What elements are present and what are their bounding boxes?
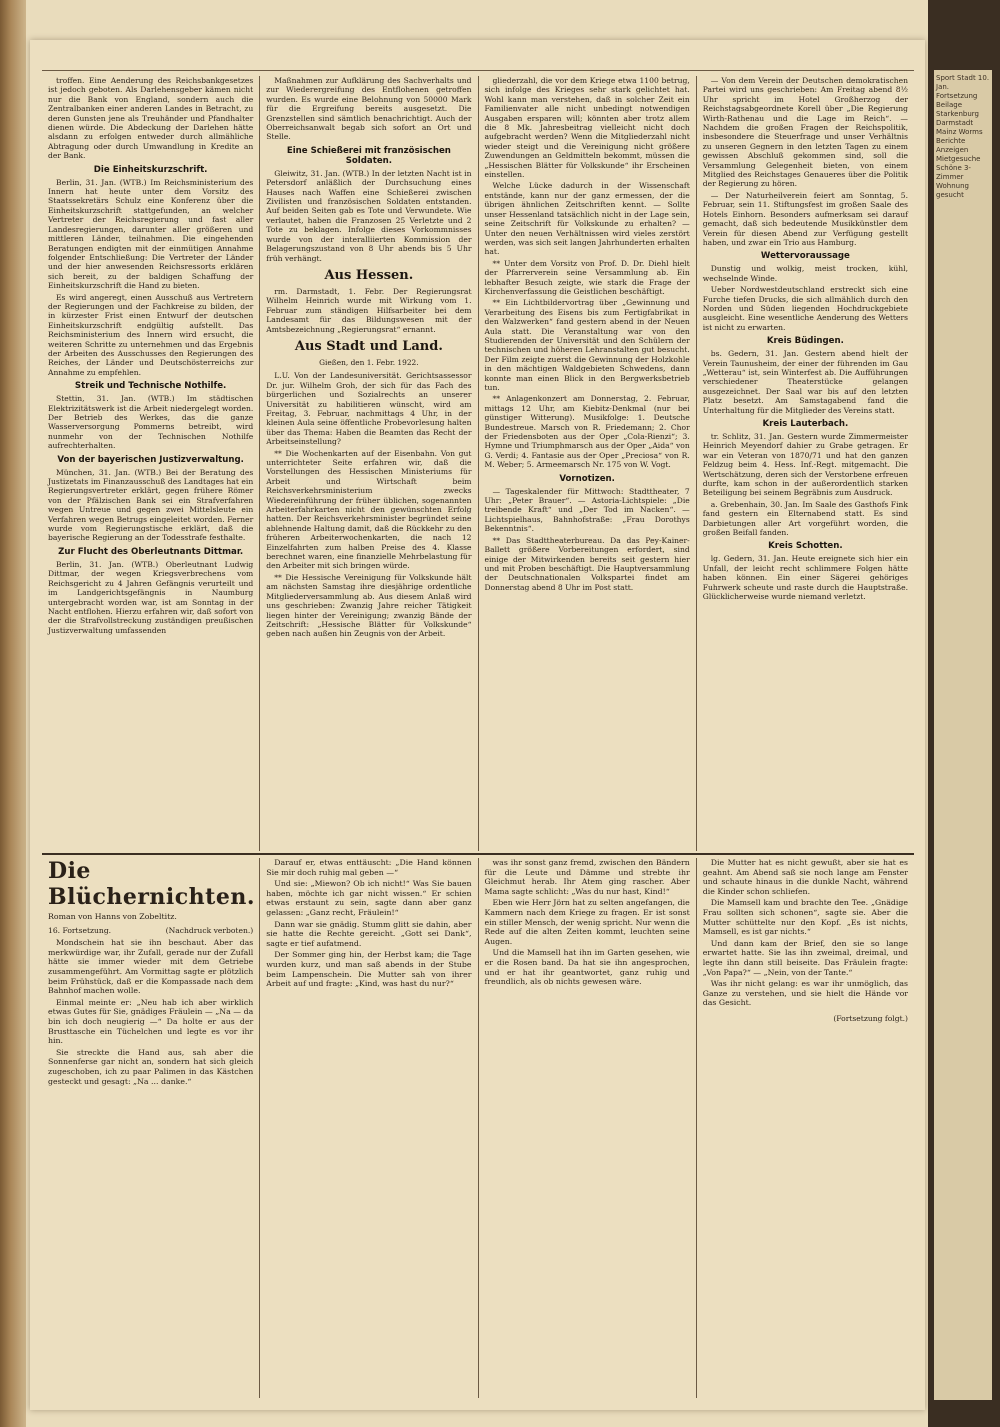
article-paragraph: bs. Gedern, 31. Jan. Gestern abend hielt der Verein Taunusheim, der einer der führenden im Gau „Wetterau“ ist, sein Winterfest ab. Die Aufführungen verschiedener Theaterstücke gelangen ausgezeichnet. Der Saal war bis auf den letzten Platz besetzt. Am Samstagabend fand die Unterhaltung für die Mitglieder des Vereins statt. xyxy=(702,349,908,415)
section-heading: Aus Stadt und Land. xyxy=(294,338,443,354)
serial-paragraph: Mondschein hat sie ihn beschaut. Aber das merkwürdige war, ihr Zufall, gerade nur der Zufall hätte sie immer wieder mit dem Getriebe zusammengeführt. Am Vormittag sagte er plötzlich beim Frühstück, daß er die Kompassade nach dem Bahnhof machen wolle. xyxy=(48,938,254,996)
article-paragraph: — Tageskalender für Mittwoch: Stadttheater, 7 Uhr: „Peter Brauer“. — Astoria-Lichtspiele: „Die treibende Kraft“ und „Der Tod im Nacken“. — Lichtspielhaus, Bahnhofstraße: „Frau Dorothys Bekenntnis“. xyxy=(484,486,690,534)
reprint-notice: (Nachdruck verboten.) xyxy=(165,925,254,935)
serial-part-line xyxy=(48,926,253,936)
serial-paragraph: Dann war sie gnädig. Stumm glitt sie dahin, aber sie hatte die Rechte gereicht. „Gott sei Dank“, sagte er tief aufatmend. xyxy=(266,919,472,948)
serial-paragraph: Und sie: „Miewon? Ob ich nicht!“ Was Sie bauen haben, möchte ich gar nicht wissen.“ Er schien etwas erstaunt zu sein, sagte dann aber ganz gelassen: „Ganz recht, Fräulein!“ xyxy=(266,879,472,917)
article-paragraph: a. Grebenhain, 30. Jan. Im Saale des Gasthofs Fink fand gestern ein Elternabend statt. Es sind Darbietungen aller Art vorgeführt worden, die großen Beifall fanden. xyxy=(702,499,908,538)
article-heading: Kreis Lauterbach. xyxy=(762,419,849,429)
article-paragraph: Ueber Nordwestdeutschland erstreckt sich eine Furche tiefen Drucks, die sich allmählich durch den Norden und Süden liegenden Hochdruckgebiete ausgleicht. Eine wesentliche Aenderung des Wetters ist nicht zu erwarten. xyxy=(702,285,908,332)
article-paragraph: Es wird angeregt, einen Ausschuß aus Vertretern der Regierungen und der Fachkreise zu bilden, der in kürzester Frist einen Entwurf der deutschen Einheitskurzschrift endgültig aufstellt. Das Reichsministerium des Innern wird ersucht, die weiteren Schritte zu unternehmen und das Ergebnis der Arbeiten des Ausschusses den Regierungen des Reiches, der Länder und Deutschösterreichs zur Annahme zu empfehlen. xyxy=(48,292,254,377)
article-paragraph: tr. Schlitz, 31. Jan. Gestern wurde Zimmermeister Heinrich Meyendorf dahier zu Grabe getragen. Er war ein Veteran von 1870/71 und hat den ganzen Feldzug beim 4. Hess. Inf.-Regt. mitgemacht. Die Wertschätzung, deren sich der Verstorbene erfreuen durfte, kam schon in der außerordentlich starken Beteiligung bei seinem Begräbnis zum Ausdruck. xyxy=(702,432,908,498)
serial-paragraph: Die Mutter hat es nicht gewußt, aber sie hat es geahnt. Am Abend saß sie noch lange am Fenster und schaute hinaus in die dunkle Nacht, während die Kinder schon schliefen. xyxy=(702,858,908,896)
serial-paragraph: was ihr sonst ganz fremd, zwischen den Bändern für die Leute und Dämme und strebte ihr Gleichmut herab. Ihr Atem ging rascher. Aber Mama sagte schlicht: „Was du nur hast, Kind!“ xyxy=(484,858,690,896)
section-heading: Aus Hessen. xyxy=(324,267,414,283)
article-paragraph: Berlin, 31. Jan. (WTB.) Oberleutnant Ludwig Dittmar, der wegen Kriegsverbrechens vom Reichsgericht zu 4 Jahren Gefängnis verurteilt und im Landgerichtsgefängnis in Naumburg untergebracht worden war, ist am Sonntag in der Nacht entflohen. Hierzu erfahren wir, daß sofort von der die Strafvollstreckung zuständigen preußischen Justizverwaltung umfassenden xyxy=(48,559,254,635)
article-paragraph: L.U. Von der Landesuniversität. Gerichtsassessor Dr. jur. Wilhelm Groh, der sich für das Fach des bürgerlichen und Sozialrechts an unserer Universität zu habilitieren wünscht, wird am Freitag, 3. Februar, nachmittags 4 Uhr, in der kleinen Aula seine öffentliche Probevorlesung halten über das Thema: Haben die Beamten das Recht der Arbeitseinstellung? xyxy=(266,371,472,447)
serial-paragraph: Und dann kam der Brief, den sie so lange erwartet hatte. Sie las ihn zweimal, dreimal, und legte ihn dann still beiseite. Das Fräulein fragte: „Von Papa?“ — „Nein, von der Tante.“ xyxy=(702,938,908,977)
serial-paragraph: Was ihr nicht gelang: es war ihr unmöglich, das Ganze zu verstehen, und sie hielt die Hände vor das Gesicht. xyxy=(702,979,908,1008)
article-paragraph: Stettin, 31. Jan. (WTB.) Im städtischen Elektrizitätswerk ist die Arbeit niedergelegt worden. Der Betrieb des Werkes, das die ganze Wasserversorgung Pommerns betreibt, wird nunmehr von der Technischen Nothilfe aufrechterhalten. xyxy=(48,394,254,451)
article-paragraph: ** Anlagenkonzert am Donnerstag, 2. Februar, mittags 12 Uhr, am Kiebitz-Denkmal (nur bei günstiger Witterung). Musikfolge: 1. Deutsche Bundestreue. Marsch von R. Friedemann; 2. Chor der Friedensboten aus der Oper „Cola-Rienzi“; 3. Hymne und Triumphmarsch aus der Oper „Aida“ von G. Verdi; 4. Fantasie aus der Oper „Preciosa“ von R. M. Weber; 5. Armeemarsch Nr. 175 von W. Vogt. xyxy=(484,394,690,470)
article-heading: Von der bayerischen Justizverwaltung. xyxy=(57,454,244,465)
article-heading: Eine Schießerei mit französischen Soldaten. xyxy=(286,145,451,166)
adjacent-page-strip: Sport Stadt 10. Jan. Fortsetzung Beilage Starkenburg Darmstadt Mainz Worms Berichte Anzeigen Mietgesuche Schöne 3-Zimmer Wohnung gesucht xyxy=(934,70,992,1400)
news-columns xyxy=(42,76,914,851)
article-paragraph: rm. Darmstadt, 1. Febr. Der Regierungsrat Wilhelm Heinrich wurde mit Wirkung vom 1. Februar zum ständigen Hilfsarbeiter bei dem Landesamt für das Bildungswesen mit der Amtsbezeichnung „Regierungsrat“ ernannt. xyxy=(266,286,472,334)
article-heading: Kreis Schotten. xyxy=(768,541,843,552)
newspaper-page xyxy=(30,40,925,1410)
book-binding-edge xyxy=(0,0,26,1427)
article-heading: Wettervoraussage xyxy=(760,251,850,262)
serial-title: Die Blüchernichten. xyxy=(48,858,255,910)
article-paragraph: — Der Naturheilverein feiert am Sonntag, 5. Februar, sein 11. Stiftungsfest im großen Saale des Hotels Einhorn. Besonders aufmerksam sei darauf gemacht, daß sich bedeutende Musikkünstler dem Verein für diesen Abend zur Verfügung gestellt haben, und zwar ein Trio aus Hamburg. xyxy=(702,190,908,247)
column-4 xyxy=(697,76,914,851)
article-paragraph: Maßnahmen zur Aufklärung des Sachverhalts und zur Wiederergreifung des Entflohenen getroffen wurden. Es wurde eine Belohnung von 50000 Mark für die Ergreifung bereits ausgesetzt. Die Grenzstellen sind sämtlich benachrichtigt. Auch der Oberreichsanwalt begab sich sofort an Ort und Stelle. xyxy=(266,76,472,142)
article-heading: Zur Flucht des Oberleutnants Dittmar. xyxy=(58,546,244,557)
article-heading: Die Einheitskurzschrift. xyxy=(93,164,208,175)
column-2 xyxy=(260,76,478,851)
column-1 xyxy=(42,76,260,851)
serial-column-4 xyxy=(697,858,914,1398)
article-paragraph: gliederzahl, die vor dem Kriege etwa 1100 betrug, sich infolge des Krieges sehr stark gelichtet hat. Wohl kann man verstehen, daß in solcher Zeit ein Familienvater alle nicht unbedingt notwendigen Ausgaben ersparen will; könnten aber trotz allem die 8 Mk. Jahresbeitrag vielleicht nicht doch aufgebracht werden? Wenn die Mitgliederzahl nicht wieder steigt und die Vereinigung nicht größere Zuwendungen an Geldmitteln bekommt, müssen die „Hessischen Blätter für Volkskunde“ ihr Erscheinen einstellen. xyxy=(484,76,690,180)
column-3 xyxy=(479,76,697,851)
feuilleton-divider xyxy=(42,853,914,855)
article-paragraph: Gleiwitz, 31. Jan. (WTB.) In der letzten Nacht ist in Petersdorf anläßlich der Durchsuchung eines Hauses nach Waffen eine Schießerei zwischen Zivilisten und französischen Soldaten entstanden. Auf beiden Seiten gab es Tote und Verwundete. Wie verlautet, haben die Franzosen 25 Verletzte und 2 Tote zu beklagen. Infolge dieses Vorkommnisses wurde von der interalliierten Kommission der Belagerungszustand von 8 Uhr abends bis 5 Uhr früh verhängt. xyxy=(266,168,472,263)
serial-paragraph: Die Mamsell kam und brachte den Tee. „Gnädige Frau sollten sich schonen“, sagte sie. Aber die Mutter schüttelte nur den Kopf. „Es ist nichts, Mamsell, es ist gar nichts.“ xyxy=(702,898,908,937)
article-paragraph: Welche Lücke dadurch in der Wissenschaft entstände, kann nur der ganz ermessen, der die übrigen ähnlichen Zeitschriften kennt. — Sollte unser Hessenland tatsächlich nicht in der Lage sein, seine Zeitschrift für Volkskunde zu erhalten? — Unter den neuen Verhältnissen wird vieles zerstört werden, was sich seit langen Jahrhunderten erhalten hat. xyxy=(484,181,690,257)
serial-paragraph: Eben wie Herr Jörn hat zu selten angefangen, die Kammern nach dem Kriege zu fragen. Er ist sonst ein stiller Mensch, der wenig spricht. Nur wenn die Rede auf die alten Zeiten kommt, leuchten seine Augen. xyxy=(484,898,690,946)
article-paragraph: lg. Gedern, 31. Jan. Heute ereignete sich hier ein Unfall, der leicht recht schlimmere Folgen hätte haben können. Ein einer Sägerei gehöriges Fuhrwerk scheute und raste durch die Hauptstraße. Glücklicherweise wurde niemand verletzt. xyxy=(702,554,908,602)
article-paragraph: ** Ein Lichtbildervortrag über „Gewinnung und Verarbeitung des Eisens bis zum Fertigfabrikat in den Walzwerken“ fand gestern abend in der Neuen Aula statt. Die Veranstaltung war von den Studierenden der Universität und den Schülern der technischen und höheren Lehranstalten gut besucht. Der Film zeigte zuerst die Gewinnung der Holzkohle in den mächtigen Waldgebieten Schwedens, dann konnte man einen Blick in den Bergwerksbetrieb tun. xyxy=(484,298,690,392)
serial-paragraph: Einmal meinte er: „Neu hab ich aber wirklich etwas Gutes für Sie, gnädiges Fräulein — „Na — da bin ich doch neugierig —“ Da holte er aus der Brusttasche ein Tüchelchen und legte es vor ihr hin. xyxy=(48,997,254,1046)
serial-column-2 xyxy=(260,858,478,1398)
article-paragraph: — Von dem Verein der Deutschen demokratischen Partei wird uns geschrieben: Am Freitag abend 8½ Uhr spricht im Hotel Großherzog der Reichstagsabgeordnete Korell über „Die Regierung Wirth-Rathenau und die Lage im Reich“. — Nachdem die großen Fragen der Reichspolitik, insbesondere die Steuerfrage und unser Verhältnis zu unseren Gegnern in den letzten Tagen zu einem gewissen Abschluß gekommen sind, soll die Versammlung Gelegenheit bieten, von einem Mitglied des Reichstages Genaueres über die Politik der Regierung zu hören. xyxy=(702,76,908,189)
serial-part-number: 16. Fortsetzung. xyxy=(48,925,112,935)
article-heading: Kreis Büdingen. xyxy=(766,336,844,347)
serial-column-3 xyxy=(479,858,697,1398)
article-paragraph: ** Die Wochenkarten auf der Eisenbahn. Von gut unterrichteter Seite erfahren wir, daß die Vorstellungen des Hessischen Ministeriums für Arbeit und Wirtschaft beim Reichsverkehrsministerium zwecks Wiedereinführung der früher üblichen, sogenannten Arbeiterfahrkarten nicht den gewünschten Erfolg hatten. Der Reichsverkehrsminister begründet seine ablehnende Haltung damit, daß die Rückkehr zu den früheren Arbeiterwochenkarten, die nach 12 Einzelfahrten zum halben Preise des 4. Klasse berechnet waren, eine finanzielle Mehrbelastung für den Arbeiter mit sich bringen würde. xyxy=(266,448,472,571)
serial-paragraph: Sie streckte die Hand aus, sah aber die Sonnenferse gar nicht an, sondern hat sich gleich zugeschoben, ich zu paar Palimen in das Kästchen gesteckt und gesagt: „Na ... danke.“ xyxy=(48,1047,254,1086)
article-paragraph: München, 31. Jan. (WTB.) Bei der Beratung des Justizetats im Finanzausschuß des Landtages hat ein Regierungsvertreter erklärt, gegen frühere Römer von der Pfälzischen Bank sei ein Strafverfahren wegen Untreue und gegen zwei Mittelsleute ein Verfahren wegen Betrugs eingeleitet worden. Ferner wurde vom Regierungstische erklärt, daß die bayerische Regierung an der Todesstrafe festhalte. xyxy=(48,467,254,543)
article-paragraph: ** Unter dem Vorsitz von Prof. D. Dr. Diehl hielt der Pfarrerverein seine Versammlung ab. Ein lebhafter Besuch zeigte, wie stark die Frage der Kirchenverfassung die Geistlichen beschäftigt. xyxy=(484,258,690,296)
serial-author: Roman von Hanns von Zobeltitz. xyxy=(48,912,177,921)
article-paragraph: ** Die Hessische Vereinigung für Volkskunde hält am nächsten Samstag ihre diesjährige ordentliche Mitgliederversammlung ab. Aus diesem Anlaß wird uns geschrieben: Zwanzig Jahre reicher Tätigkeit liegen hinter der Vereinigung; zwanzig Bände der Zeitschrift: „Hessische Blätter für Volkskunde“ geben nach außen hin Zeugnis von der Arbeit. xyxy=(266,572,472,639)
article-paragraph: troffen. Eine Aenderung des Reichsbankgesetzes ist jedoch geboten. Als Darlehensgeber kämen nicht nur die Bank von England, sondern auch die Zentralbanken einer anderen Landes in Betracht, zu deren Gunsten jene als Treuhänder und Pfandhalter dienen würde. Die Abdeckung der Darlehen hätte alsdann zu erfolgen entweder durch allmähliche Abtragung oder durch Umwandlung in Kredite an der Bank. xyxy=(48,76,254,161)
article-heading: Streik und Technische Nothilfe. xyxy=(74,381,227,392)
serial-paragraph: Und die Mamsell hat ihn im Garten gesehen, wie er die Rosen band. Da hat sie ihn angesprochen, und er hat ihr geantwortet, ganz ruhig und freundlich, als ob nichts gewesen wäre. xyxy=(484,948,690,987)
serial-column-1 xyxy=(42,858,260,1398)
article-heading: Vornotizen. xyxy=(559,473,615,484)
serial-paragraph: Darauf er, etwas enttäuscht: „Die Hand können Sie mir doch ruhig mal geben —“ xyxy=(266,858,472,877)
article-paragraph: ** Das Stadttheaterbureau. Da das Pey-Kainer-Ballett größere Vorbereitungen erfordert, sind einige der Mitwirkenden bereits seit gestern hier und mit Proben beschäftigt. Die Hauptversammlung der Deutschnationalen Volkspartei findet am Donnerstag abend 8 Uhr im Post statt. xyxy=(484,535,690,592)
article-paragraph: Dunstig und wolkig, meist trocken, kühl, wechselnde Winde. xyxy=(702,264,908,283)
serial-paragraph: Der Sommer ging hin, der Herbst kam; die Tage wurden kurz, und man saß abends in der Stube beim Lampenschein. Die Mutter sah von ihrer Arbeit auf und fragte: „Kind, was hast du nur?“ xyxy=(266,950,472,989)
serial-novel xyxy=(42,858,914,1398)
continuation-note: (Fortsetzung folgt.) xyxy=(833,1013,908,1023)
dateline: Gießen, den 1. Febr. 1922. xyxy=(319,357,419,367)
article-paragraph: Berlin, 31. Jan. (WTB.) Im Reichsministerium des Innern hat heute unter dem Vorsitz des Staatssekretärs Schulz eine Konferenz über die Einheitskurzschrift stattgefunden, an welcher Vertreter der Reichsregierung und fast aller Landesregierungen, darunter aller größeren und mittleren Länder, teilnahmen. Die eingehenden Beratungen endigten mit der einmütigen Annahme folgender Entschließung: Die Vertreter der Länder und der hier anwesenden Reichsressorts erklären sich bereit, zu der baldigen Schaffung der Einheitskurzschrift die Hand zu bieten. xyxy=(48,177,254,291)
header-rule xyxy=(42,70,914,71)
